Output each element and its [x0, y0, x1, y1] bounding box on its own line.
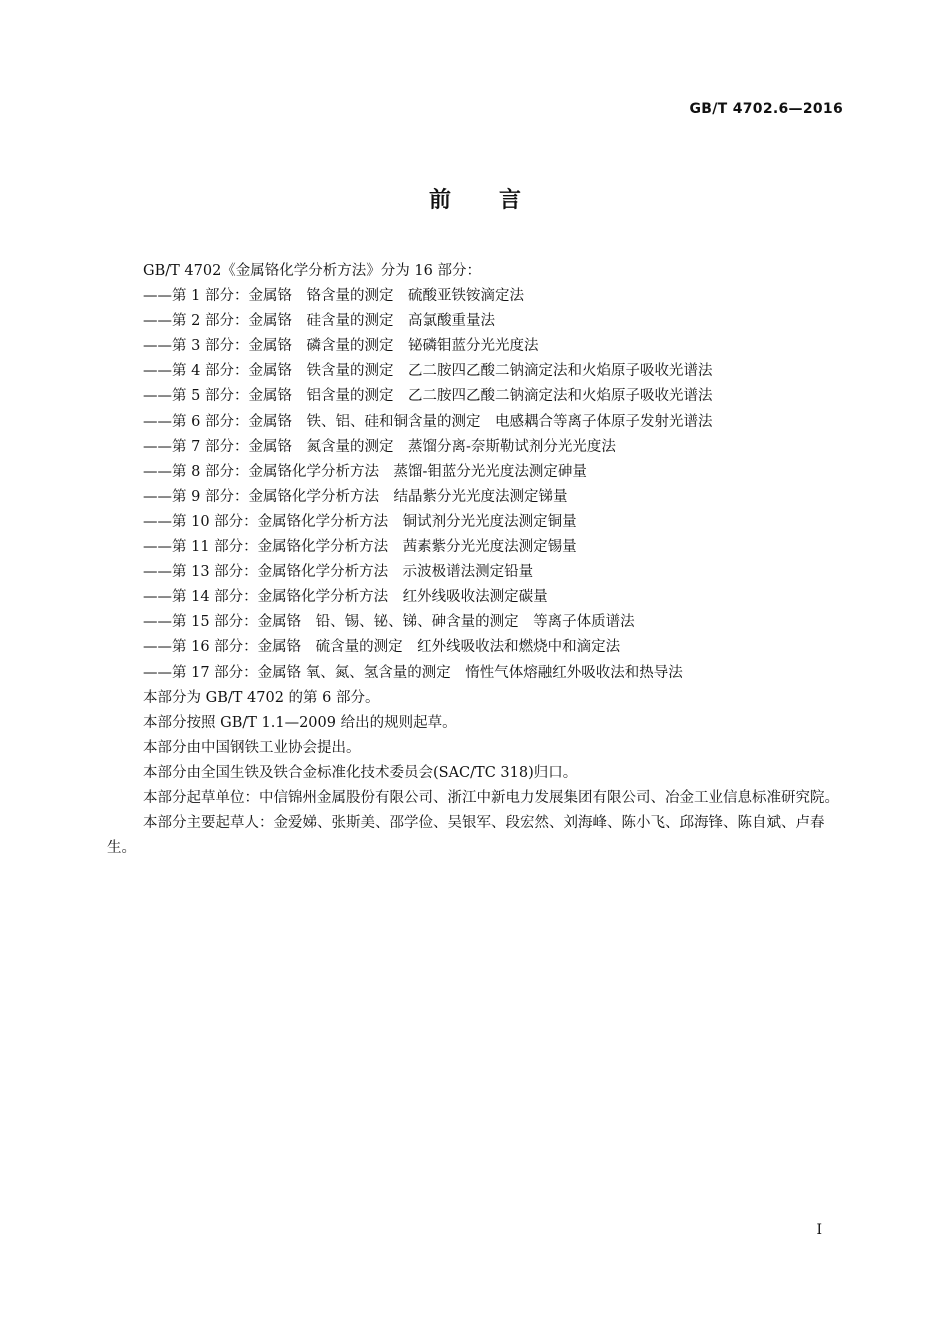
intro-paragraph: GB/T 4702《金属铬化学分析方法》分为 16 部分：: [143, 263, 481, 279]
drafting-rules: 本部分按照 GB/T 1.1—2009 给出的规则起草。: [143, 714, 457, 731]
drafters: 本部分主要起草人：金爱娣、张斯美、邵学俭、吴银军、段宏然、刘海峰、陈小飞、邱海锋、陈自斌、卢春生。: [107, 815, 825, 857]
list-item: ——第 7 部分：金属铬 氮含量的测定 蒸馏分离-奈斯勒试剂分光光度法: [143, 438, 616, 455]
list-item: ——第 10 部分：金属铬化学分析方法 铜试剂分光光度法测定铜量: [143, 513, 577, 530]
page-number: I: [816, 1222, 822, 1238]
proposer: 本部分由中国钢铁工业协会提出。: [143, 739, 361, 756]
list-item: ——第 2 部分：金属铬 硅含量的测定 高氯酸重量法: [143, 313, 495, 330]
page-title: 前言: [428, 188, 569, 213]
drafting-units: 本部分起草单位：中信锦州金属股份有限公司、浙江中新电力发展集团有限公司、冶金工业信息标准研究院。: [143, 789, 839, 806]
list-item: ——第 17 部分：金属铬 氧、氮、氢含量的测定 惰性气体熔融红外吸收法和热导法: [143, 664, 683, 681]
list-item: ——第 16 部分：金属铬 硫含量的测定 红外线吸收法和燃烧中和滴定法: [143, 639, 621, 656]
list-item: ——第 4 部分：金属铬 铁含量的测定 乙二胺四乙酸二钠滴定法和火焰原子吸收光谱法: [143, 363, 713, 380]
foreword-body: [107, 259, 843, 861]
list-item: ——第 1 部分：金属铬 铬含量的测定 硫酸亚铁铵滴定法: [143, 288, 524, 305]
list-item: ——第 8 部分：金属铬化学分析方法 蒸馏-钼蓝分光光度法测定砷量: [143, 463, 587, 480]
list-item: ——第 13 部分：金属铬化学分析方法 示波极谱法测定铅量: [143, 564, 534, 581]
standard-number: GB/T 4702.6—2016: [689, 101, 843, 117]
list-item: ——第 6 部分：金属铬 铁、铝、硅和铜含量的测定 电感耦合等离子体原子发射光谱法: [143, 413, 713, 430]
list-item: ——第 5 部分：金属铬 铝含量的测定 乙二胺四乙酸二钠滴定法和火焰原子吸收光谱法: [143, 388, 713, 405]
list-item: ——第 14 部分：金属铬化学分析方法 红外线吸收法测定碳量: [143, 589, 548, 606]
parts-list: [107, 284, 843, 686]
list-item: ——第 11 部分：金属铬化学分析方法 茜素紫分光光度法测定锡量: [143, 539, 577, 556]
technical-committee: 本部分由全国生铁及铁合金标准化技术委员会(SAC/TC 318)归口。: [143, 764, 578, 781]
list-item: ——第 9 部分：金属铬化学分析方法 结晶紫分光光度法测定锑量: [143, 488, 568, 505]
part-statement: 本部分为 GB/T 4702 的第 6 部分。: [143, 689, 380, 706]
list-item: ——第 3 部分：金属铬 磷含量的测定 铋磷钼蓝分光光度法: [143, 338, 539, 355]
list-item: ——第 15 部分：金属铬 铅、锡、铋、锑、砷含量的测定 等离子体质谱法: [143, 614, 635, 631]
